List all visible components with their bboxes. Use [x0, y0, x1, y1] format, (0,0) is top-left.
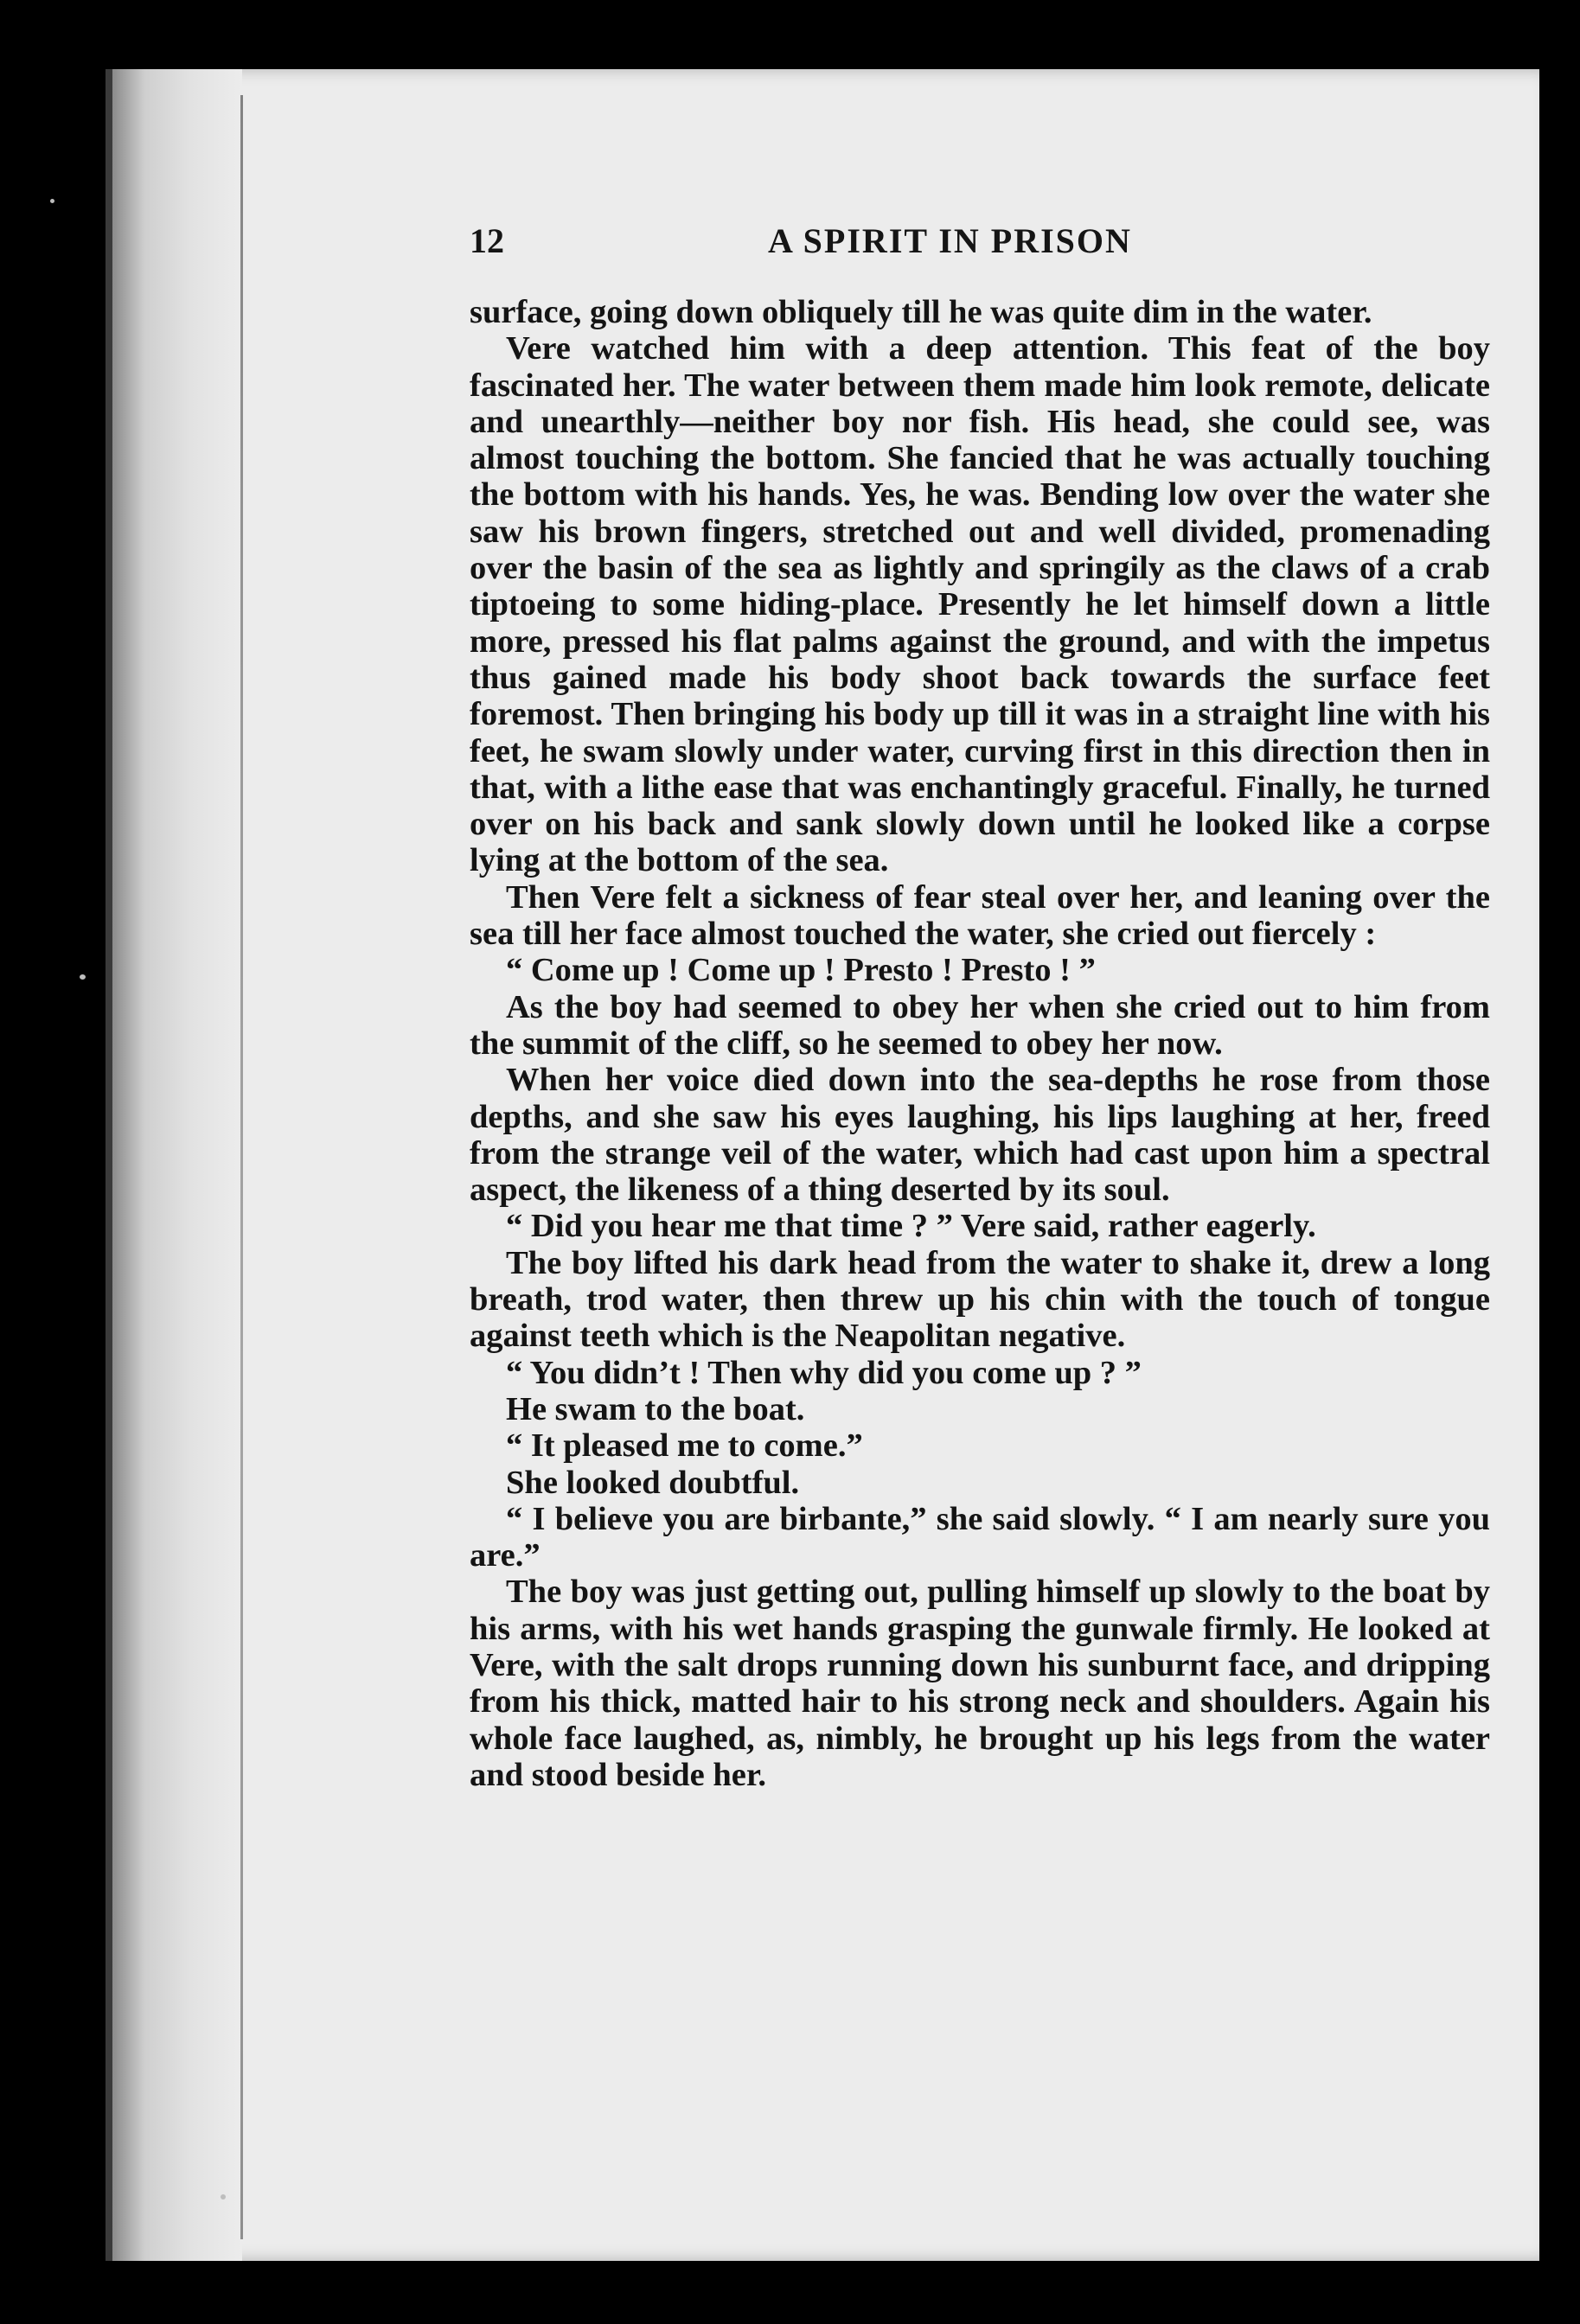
- paragraph: “ Come up ! Come up ! Presto ! Presto ! ”: [506, 952, 1096, 989]
- paragraph: The boy was just getting out, pulling himself up slowly to the boat by his arms, with his wet hands grasping the gunwale firmly. He looked at Vere, with the salt drops running down his sunburnt face, and dripping from his thick, matted hair to his strong neck and shoulders. Again his whole face laughed, as, nimbly, he brought up his legs from the water and stood beside her.: [470, 1574, 1490, 1793]
- paragraph: He swam to the boat.: [506, 1390, 805, 1427]
- body-text: [470, 294, 1490, 1793]
- running-title: A SPIRIT IN PRISON: [768, 221, 1132, 260]
- paragraph: Vere watched him with a deep attention. This feat of the boy fascinated her. The water between them made him look remote, delicate and unearthly—neither boy nor fish. His head, she could see, was almost touching the bottom. She fancied that he was actually touching the bottom with his hands. Yes, he was. Bending low over the water she saw his brown fingers, stretched out and well divided, promenading over the basin of the sea as lightly and springily as the claws of a crab tiptoeing to some hiding-place. Presently he let himself down a little more, pressed his flat palms against the ground, and with the impetus thus gained made his body shoot back towards the surface feet foremost. Then bringing his body up till it was in a straight line with his feet, he swam slowly under water, curving first in this direction then in that, with a lithe ease that was enchantingly graceful. Finally, he turned over on his back and sank slowly down until he looked like a corpse lying at the bottom of the sea.: [470, 330, 1490, 879]
- paragraph: “ It pleased me to come.”: [506, 1427, 863, 1465]
- paragraph: “ Did you hear me that time ? ” Vere said, rather eagerly.: [506, 1208, 1316, 1245]
- paragraph: “ I believe you are birbante,” she said slowly. “ I am nearly sure you are.”: [470, 1500, 1490, 1574]
- scan-speck: [80, 974, 86, 980]
- page-number: 12: [470, 221, 504, 260]
- paragraph: When her voice died down into the sea-depths he rose from those depths, and she saw his eyes laughing, his lips laughing at her, freed from the strange veil of the water, which had cast upon him a spectral aspect, the likeness of a thing deserted by its soul.: [470, 1062, 1490, 1209]
- gutter-shadow-line: [240, 95, 243, 2239]
- paragraph: “ You didn’t ! Then why did you come up ? ”: [506, 1354, 1142, 1391]
- paragraph: The boy lifted his dark head from the water to shake it, drew a long breath, trod water, then threw up his chin with the touch of tongue against teeth which is the Neapolitan negative.: [470, 1244, 1490, 1355]
- paragraph: As the boy had seemed to obey her when she cried out to him from the summit of the cliff, so he seemed to obey her now.: [470, 988, 1490, 1062]
- paragraph: She looked doubtful.: [506, 1464, 800, 1501]
- paragraph: Then Vere felt a sickness of fear steal over her, and leaning over the sea till her face almost touched the water, she cried out fiercely :: [470, 878, 1490, 953]
- paragraph: surface, going down obliquely till he was quite dim in the water.: [470, 294, 1372, 330]
- scan-speck: [221, 2194, 226, 2200]
- running-head: [470, 220, 1490, 272]
- scan-speck: [50, 199, 54, 203]
- page-gutter: [112, 69, 242, 2261]
